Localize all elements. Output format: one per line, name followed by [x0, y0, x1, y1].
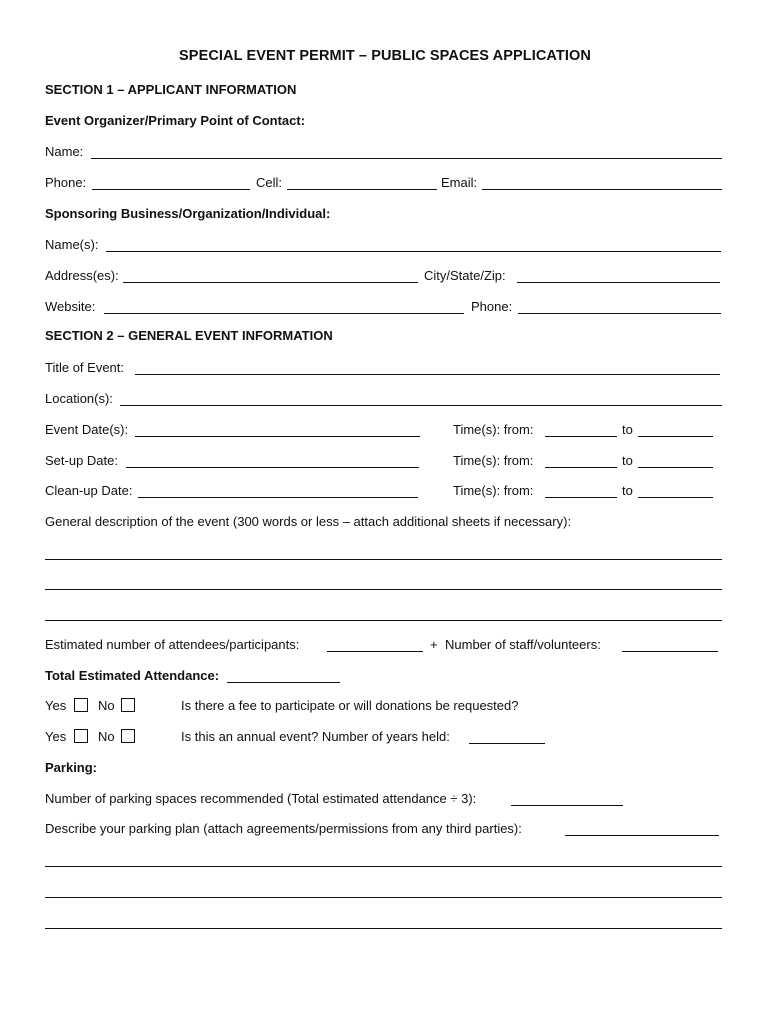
address-field[interactable]	[123, 282, 418, 283]
event-time-to-label: to	[622, 422, 633, 437]
fee-yes-label: Yes	[45, 698, 67, 713]
event-dates-label: Event Date(s):	[45, 422, 129, 437]
location-row	[45, 389, 722, 409]
name-field[interactable]	[91, 158, 722, 159]
attendees-field[interactable]	[327, 651, 423, 652]
event-title-field[interactable]	[135, 374, 720, 375]
sponsor-phone-field[interactable]	[518, 313, 721, 314]
cleanup-date-label: Clean-up Date:	[45, 483, 133, 498]
sponsor-address-row	[45, 266, 722, 286]
cleanup-times-from-label: Time(s): from:	[453, 483, 534, 498]
attendees-row	[45, 635, 722, 655]
addresses-label: Address(es):	[45, 268, 119, 283]
sponsor-names-field[interactable]	[106, 251, 721, 252]
event-dates-row	[45, 420, 722, 440]
fee-question-text: Is there a fee to participate or will donations be requested?	[181, 698, 519, 713]
cleanup-time-to-field[interactable]	[638, 497, 713, 498]
attendees-label: Estimated number of attendees/participants:	[45, 637, 300, 652]
parking-plan-label: Describe your parking plan (attach agreements/permissions from any third parties):	[45, 821, 522, 836]
setup-date-row	[45, 451, 722, 471]
parking-plan-line-3[interactable]	[45, 928, 722, 929]
setup-time-from-field[interactable]	[545, 467, 617, 468]
parking-spaces-label: Number of parking spaces recommended (Total estimated attendance ÷ 3):	[45, 791, 477, 806]
phone-label: Phone:	[45, 175, 87, 190]
sponsor-names-row	[45, 235, 722, 255]
event-time-to-field[interactable]	[638, 436, 713, 437]
total-attendance-row	[45, 666, 722, 686]
fee-question-row	[45, 696, 722, 716]
cell-label: Cell:	[256, 175, 283, 190]
organizer-heading: Event Organizer/Primary Point of Contact:	[45, 113, 306, 128]
setup-times-from-label: Time(s): from:	[453, 453, 534, 468]
sponsor-website-row	[45, 297, 722, 317]
city-state-zip-label: City/State/Zip:	[424, 268, 506, 283]
parking-plan-row	[45, 819, 722, 839]
staff-label: Number of staff/volunteers:	[445, 637, 601, 652]
city-state-zip-field[interactable]	[517, 282, 720, 283]
years-held-field[interactable]	[469, 743, 545, 744]
setup-time-to-label: to	[622, 453, 633, 468]
website-label: Website:	[45, 299, 96, 314]
fee-yes-checkbox[interactable]	[74, 698, 88, 712]
cleanup-time-to-label: to	[622, 483, 633, 498]
section-1-heading: SECTION 1 – APPLICANT INFORMATION	[45, 82, 297, 97]
parking-plan-line-1[interactable]	[45, 866, 722, 867]
event-times-from-label: Time(s): from:	[453, 422, 534, 437]
parking-plan-field[interactable]	[565, 835, 719, 836]
annual-question-text: Is this an annual event? Number of years held:	[181, 729, 450, 744]
annual-no-checkbox[interactable]	[121, 729, 135, 743]
plus-sign: +	[430, 637, 438, 652]
description-line-3[interactable]	[45, 620, 722, 621]
description-label: General description of the event (300 words or less – attach additional sheets if necessary):	[45, 514, 572, 529]
names-label: Name(s):	[45, 237, 99, 252]
name-label: Name:	[45, 144, 84, 159]
total-attendance-label: Total Estimated Attendance:	[45, 668, 220, 683]
sponsor-heading: Sponsoring Business/Organization/Individual:	[45, 206, 331, 221]
event-dates-field[interactable]	[135, 436, 420, 437]
section-2-heading: SECTION 2 – GENERAL EVENT INFORMATION	[45, 328, 333, 343]
cleanup-date-row	[45, 481, 722, 501]
staff-field[interactable]	[622, 651, 718, 652]
phone-field[interactable]	[92, 189, 250, 190]
cell-field[interactable]	[287, 189, 437, 190]
parking-plan-line-2[interactable]	[45, 897, 722, 898]
sponsor-phone-label: Phone:	[471, 299, 513, 314]
organizer-name-row	[45, 142, 722, 162]
event-time-from-field[interactable]	[545, 436, 617, 437]
fee-no-label: No	[98, 698, 115, 713]
location-field[interactable]	[120, 405, 722, 406]
total-attendance-field[interactable]	[227, 682, 340, 683]
cleanup-date-field[interactable]	[138, 497, 418, 498]
setup-date-label: Set-up Date:	[45, 453, 118, 468]
setup-date-field[interactable]	[126, 467, 419, 468]
event-title-row	[45, 358, 722, 378]
fee-no-checkbox[interactable]	[121, 698, 135, 712]
parking-spaces-row	[45, 789, 722, 809]
email-label: Email:	[441, 175, 478, 190]
parking-spaces-field[interactable]	[511, 805, 623, 806]
annual-yes-checkbox[interactable]	[74, 729, 88, 743]
website-field[interactable]	[104, 313, 464, 314]
annual-yes-label: Yes	[45, 729, 67, 744]
setup-time-to-field[interactable]	[638, 467, 713, 468]
parking-heading: Parking:	[45, 760, 98, 775]
cleanup-time-from-field[interactable]	[545, 497, 617, 498]
annual-no-label: No	[98, 729, 115, 744]
annual-question-row	[45, 727, 722, 747]
contact-row	[45, 173, 722, 193]
description-line-1[interactable]	[45, 559, 722, 560]
location-label: Location(s):	[45, 391, 113, 406]
event-title-label: Title of Event:	[45, 360, 124, 375]
email-field[interactable]	[482, 189, 722, 190]
description-line-2[interactable]	[45, 589, 722, 590]
document-title: SPECIAL EVENT PERMIT – PUBLIC SPACES APPLICATION	[179, 48, 591, 64]
